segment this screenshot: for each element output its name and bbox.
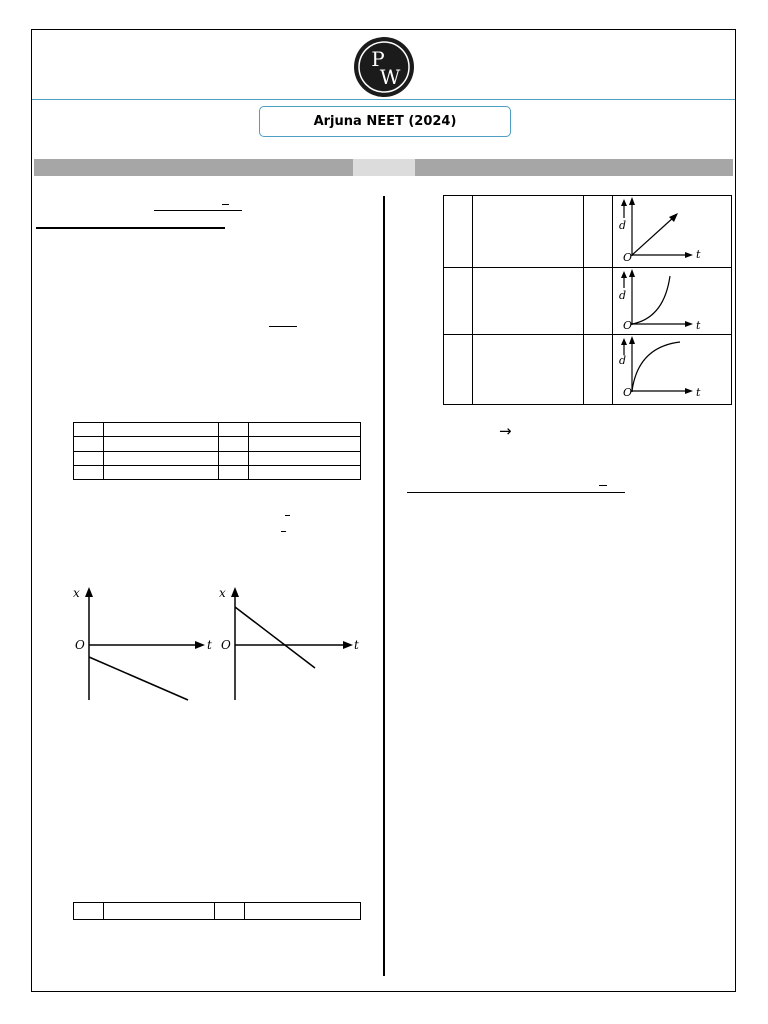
document-title-box [259,106,511,137]
bar-mark [599,485,607,486]
position-time-graph-b [214,582,364,707]
origin-label: O [75,638,85,652]
bar-mark [222,204,229,205]
column-divider [383,196,385,976]
answer-table [73,902,361,920]
header-divider [32,99,735,100]
x-axis-label: t [354,638,359,652]
position-time-graph-a [68,582,218,707]
heading-rule [36,227,225,229]
y-axis-label: d [619,354,627,367]
origin-label: O [623,319,633,332]
y-axis-label: x [73,586,80,600]
y-axis-label: d [619,289,627,302]
logo-letter-w: W [379,65,401,89]
distance-time-graph-linear [614,196,730,266]
origin-label: O [221,638,231,652]
y-axis-label: d [619,219,627,232]
bar-mark [281,531,286,532]
y-axis-label: x [219,586,226,600]
document-title: Arjuna NEET (2024) [313,114,457,129]
origin-label: O [623,386,633,399]
x-axis-label: t [207,638,212,652]
x-axis-label: t [696,319,701,332]
match-table [73,422,361,480]
pw-logo [353,36,415,98]
underline-rule [154,210,242,211]
x-axis-label: t [696,248,701,261]
distance-time-graph-concave-up [614,268,730,333]
origin-label: O [623,251,633,264]
section-band-gap [353,159,415,176]
fraction-bar [269,326,297,327]
arrow-symbol: → [499,422,512,440]
distance-time-graph-concave-down [614,335,730,403]
solution-rule [407,492,625,493]
logo-letter-p: P [371,47,385,71]
bar-mark [285,515,290,516]
x-axis-label: t [696,386,701,399]
